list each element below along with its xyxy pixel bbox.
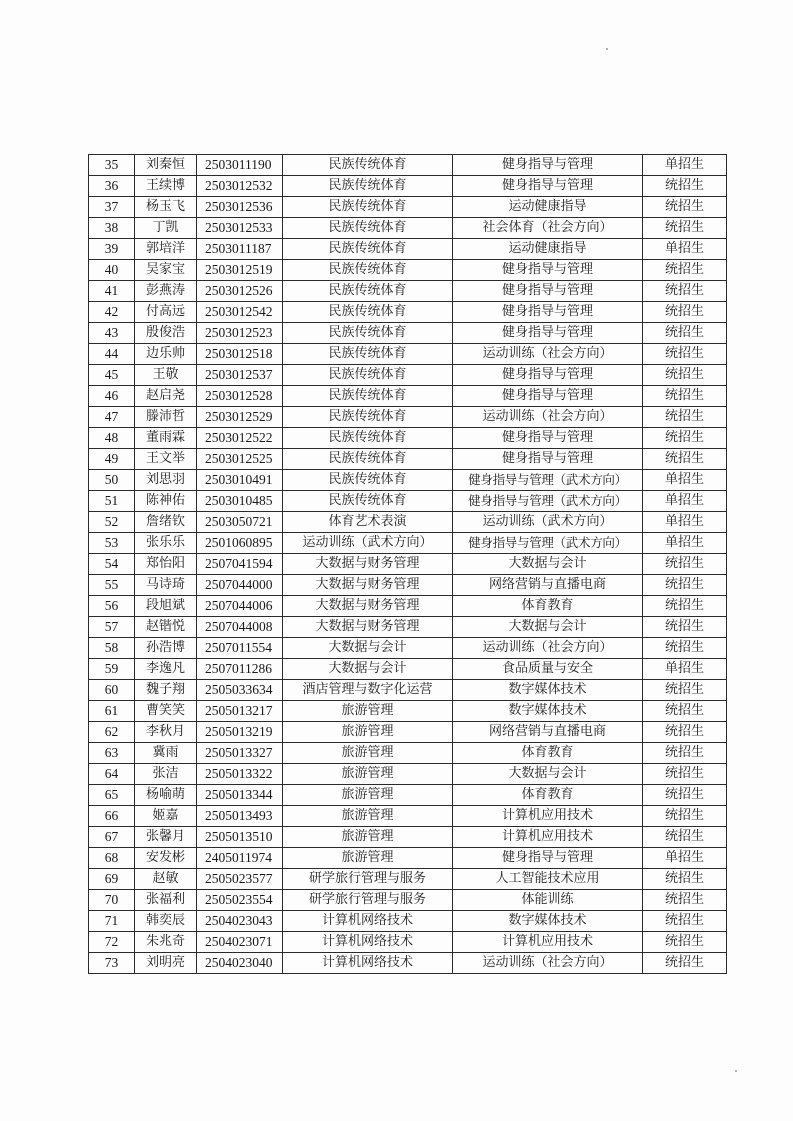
- student-id: 2503012519: [197, 260, 283, 281]
- admission-type: 统招生: [643, 806, 727, 827]
- student-id: 2503010485: [197, 491, 283, 512]
- new-major: 健身指导与管理（武术方向）: [453, 533, 643, 554]
- new-major: 运动训练（武术方向）: [453, 512, 643, 533]
- student-id: 2505023554: [197, 890, 283, 911]
- student-name: 边乐帅: [135, 344, 197, 365]
- new-major: 运动训练（社会方向）: [453, 344, 643, 365]
- row-number: 48: [89, 428, 135, 449]
- admission-type: 统招生: [643, 260, 727, 281]
- original-major: 大数据与财务管理: [283, 575, 453, 596]
- student-name: 孙浩博: [135, 638, 197, 659]
- admission-type: 统招生: [643, 554, 727, 575]
- admission-type: 统招生: [643, 680, 727, 701]
- row-number: 59: [89, 659, 135, 680]
- table-row: [89, 155, 727, 176]
- admission-type: 统招生: [643, 743, 727, 764]
- row-number: 44: [89, 344, 135, 365]
- student-id: 2501060895: [197, 533, 283, 554]
- student-name: 丁凯: [135, 218, 197, 239]
- admission-type: 单招生: [643, 659, 727, 680]
- original-major: 运动训练（武术方向）: [283, 533, 453, 554]
- new-major: 人工智能技术应用: [453, 869, 643, 890]
- new-major: 数字媒体技术: [453, 911, 643, 932]
- student-id: 2505013217: [197, 701, 283, 722]
- student-name: 刘思羽: [135, 470, 197, 491]
- row-number: 49: [89, 449, 135, 470]
- original-major: 大数据与财务管理: [283, 617, 453, 638]
- new-major: 大数据与会计: [453, 554, 643, 575]
- new-major: 大数据与会计: [453, 764, 643, 785]
- original-major: 大数据与会计: [283, 638, 453, 659]
- scan-speck: [606, 48, 608, 50]
- new-major: 体能训练: [453, 890, 643, 911]
- student-id: 2505033634: [197, 680, 283, 701]
- admission-type: 统招生: [643, 575, 727, 596]
- admission-type: 统招生: [643, 323, 727, 344]
- original-major: 大数据与财务管理: [283, 554, 453, 575]
- admission-type: 统招生: [643, 281, 727, 302]
- table-row: [89, 176, 727, 197]
- new-major: 体育教育: [453, 743, 643, 764]
- student-id: 2503012536: [197, 197, 283, 218]
- admission-type: 统招生: [643, 932, 727, 953]
- row-number: 63: [89, 743, 135, 764]
- student-transfer-table: [88, 154, 727, 974]
- student-id: 2505013219: [197, 722, 283, 743]
- original-major: 旅游管理: [283, 785, 453, 806]
- row-number: 57: [89, 617, 135, 638]
- new-major: 健身指导与管理: [453, 848, 643, 869]
- row-number: 39: [89, 239, 135, 260]
- new-major: 数字媒体技术: [453, 701, 643, 722]
- row-number: 55: [89, 575, 135, 596]
- new-major: 健身指导与管理: [453, 176, 643, 197]
- student-id: 2503012529: [197, 407, 283, 428]
- table-row: [89, 218, 727, 239]
- student-id: 2503012542: [197, 302, 283, 323]
- row-number: 45: [89, 365, 135, 386]
- admission-type: 单招生: [643, 155, 727, 176]
- row-number: 66: [89, 806, 135, 827]
- new-major: 运动健康指导: [453, 239, 643, 260]
- student-id: 2503012518: [197, 344, 283, 365]
- admission-type: 单招生: [643, 470, 727, 491]
- original-major: 民族传统体育: [283, 365, 453, 386]
- table-row: [89, 344, 727, 365]
- new-major: 运动健康指导: [453, 197, 643, 218]
- table-row: [89, 575, 727, 596]
- original-major: 民族传统体育: [283, 491, 453, 512]
- table-row: [89, 491, 727, 512]
- row-number: 51: [89, 491, 135, 512]
- original-major: 大数据与会计: [283, 659, 453, 680]
- admission-type: 统招生: [643, 176, 727, 197]
- new-major: 数字媒体技术: [453, 680, 643, 701]
- original-major: 大数据与财务管理: [283, 596, 453, 617]
- row-number: 38: [89, 218, 135, 239]
- row-number: 35: [89, 155, 135, 176]
- student-id: 2505013327: [197, 743, 283, 764]
- new-major: 健身指导与管理: [453, 281, 643, 302]
- student-id: 2507044006: [197, 596, 283, 617]
- original-major: 旅游管理: [283, 743, 453, 764]
- student-name: 安发彬: [135, 848, 197, 869]
- table-row: [89, 680, 727, 701]
- student-id: 2507041594: [197, 554, 283, 575]
- new-major: 健身指导与管理: [453, 260, 643, 281]
- row-number: 58: [89, 638, 135, 659]
- admission-type: 统招生: [643, 869, 727, 890]
- student-name: 曹笑笑: [135, 701, 197, 722]
- table-row: [89, 743, 727, 764]
- student-id: 2504023043: [197, 911, 283, 932]
- new-major: 计算机应用技术: [453, 806, 643, 827]
- table-row: [89, 953, 727, 974]
- new-major: 体育教育: [453, 596, 643, 617]
- table-row: [89, 512, 727, 533]
- student-name: 朱兆奇: [135, 932, 197, 953]
- row-number: 67: [89, 827, 135, 848]
- new-major: 健身指导与管理: [453, 386, 643, 407]
- student-name: 陈神佑: [135, 491, 197, 512]
- new-major: 网络营销与直播电商: [453, 722, 643, 743]
- student-name: 赵启尧: [135, 386, 197, 407]
- student-name: 郑怡阳: [135, 554, 197, 575]
- student-name: 刘明亮: [135, 953, 197, 974]
- student-id: 2507011286: [197, 659, 283, 680]
- admission-type: 统招生: [643, 701, 727, 722]
- student-id: 2505013493: [197, 806, 283, 827]
- student-name: 张洁: [135, 764, 197, 785]
- student-id: 2505013344: [197, 785, 283, 806]
- row-number: 43: [89, 323, 135, 344]
- original-major: 旅游管理: [283, 701, 453, 722]
- student-id: 2507044000: [197, 575, 283, 596]
- new-major: 网络营销与直播电商: [453, 575, 643, 596]
- admission-type: 单招生: [643, 533, 727, 554]
- row-number: 73: [89, 953, 135, 974]
- admission-type: 统招生: [643, 638, 727, 659]
- student-id: 2504023040: [197, 953, 283, 974]
- row-number: 52: [89, 512, 135, 533]
- scan-speck: [735, 1070, 737, 1072]
- table-row: [89, 596, 727, 617]
- row-number: 60: [89, 680, 135, 701]
- table-row: [89, 386, 727, 407]
- table-row: [89, 554, 727, 575]
- table-row: [89, 239, 727, 260]
- admission-type: 统招生: [643, 827, 727, 848]
- student-id: 2405011974: [197, 848, 283, 869]
- student-id: 2503012532: [197, 176, 283, 197]
- table-row: [89, 827, 727, 848]
- admission-type: 单招生: [643, 491, 727, 512]
- original-major: 民族传统体育: [283, 344, 453, 365]
- row-number: 56: [89, 596, 135, 617]
- row-number: 72: [89, 932, 135, 953]
- row-number: 41: [89, 281, 135, 302]
- student-name: 付高远: [135, 302, 197, 323]
- original-major: 旅游管理: [283, 848, 453, 869]
- table-row: [89, 449, 727, 470]
- new-major: 计算机应用技术: [453, 827, 643, 848]
- row-number: 70: [89, 890, 135, 911]
- student-name: 赵敏: [135, 869, 197, 890]
- student-name: 杨玉飞: [135, 197, 197, 218]
- original-major: 民族传统体育: [283, 260, 453, 281]
- student-name: 王续博: [135, 176, 197, 197]
- new-major: 计算机应用技术: [453, 932, 643, 953]
- admission-type: 统招生: [643, 302, 727, 323]
- table-row: [89, 701, 727, 722]
- admission-type: 统招生: [643, 596, 727, 617]
- new-major: 大数据与会计: [453, 617, 643, 638]
- student-name: 张福利: [135, 890, 197, 911]
- admission-type: 统招生: [643, 449, 727, 470]
- table-row: [89, 638, 727, 659]
- row-number: 64: [89, 764, 135, 785]
- table-row: [89, 533, 727, 554]
- table-row: [89, 470, 727, 491]
- student-name: 郭培洋: [135, 239, 197, 260]
- table-row: [89, 323, 727, 344]
- original-major: 民族传统体育: [283, 218, 453, 239]
- student-name: 姬嘉: [135, 806, 197, 827]
- original-major: 旅游管理: [283, 764, 453, 785]
- admission-type: 统招生: [643, 764, 727, 785]
- row-number: 65: [89, 785, 135, 806]
- table-row: [89, 806, 727, 827]
- row-number: 53: [89, 533, 135, 554]
- student-id: 2504023071: [197, 932, 283, 953]
- table-row: [89, 407, 727, 428]
- student-id: 2505013322: [197, 764, 283, 785]
- student-name: 赵锴悦: [135, 617, 197, 638]
- student-id: 2505013510: [197, 827, 283, 848]
- row-number: 54: [89, 554, 135, 575]
- admission-type: 统招生: [643, 344, 727, 365]
- new-major: 健身指导与管理: [453, 365, 643, 386]
- original-major: 民族传统体育: [283, 239, 453, 260]
- student-name: 殷俊浩: [135, 323, 197, 344]
- student-name: 吴家宝: [135, 260, 197, 281]
- row-number: 69: [89, 869, 135, 890]
- table-row: [89, 197, 727, 218]
- student-id: 2503010491: [197, 470, 283, 491]
- original-major: 民族传统体育: [283, 302, 453, 323]
- admission-type: 统招生: [643, 617, 727, 638]
- original-major: 计算机网络技术: [283, 932, 453, 953]
- new-major: 运动训练（社会方向）: [453, 407, 643, 428]
- original-major: 民族传统体育: [283, 176, 453, 197]
- student-id: 2503012525: [197, 449, 283, 470]
- original-major: 民族传统体育: [283, 155, 453, 176]
- table-row: [89, 428, 727, 449]
- new-major: 健身指导与管理: [453, 428, 643, 449]
- admission-type: 统招生: [643, 722, 727, 743]
- admission-type: 统招生: [643, 911, 727, 932]
- table-row: [89, 911, 727, 932]
- row-number: 37: [89, 197, 135, 218]
- table-row: [89, 281, 727, 302]
- student-id: 2503012533: [197, 218, 283, 239]
- student-name: 王文举: [135, 449, 197, 470]
- original-major: 旅游管理: [283, 722, 453, 743]
- student-name: 王敬: [135, 365, 197, 386]
- row-number: 68: [89, 848, 135, 869]
- table-row: [89, 260, 727, 281]
- original-major: 民族传统体育: [283, 386, 453, 407]
- table-row: [89, 932, 727, 953]
- original-major: 民族传统体育: [283, 281, 453, 302]
- row-number: 36: [89, 176, 135, 197]
- admission-type: 单招生: [643, 239, 727, 260]
- original-major: 民族传统体育: [283, 449, 453, 470]
- admission-type: 统招生: [643, 365, 727, 386]
- admission-type: 单招生: [643, 512, 727, 533]
- student-id: 2503012526: [197, 281, 283, 302]
- admission-type: 统招生: [643, 407, 727, 428]
- student-name: 冀雨: [135, 743, 197, 764]
- student-id: 2503011190: [197, 155, 283, 176]
- table-row: [89, 365, 727, 386]
- original-major: 民族传统体育: [283, 407, 453, 428]
- admission-type: 统招生: [643, 890, 727, 911]
- student-name: 张乐乐: [135, 533, 197, 554]
- original-major: 研学旅行管理与服务: [283, 869, 453, 890]
- student-id: 2503012523: [197, 323, 283, 344]
- admission-type: 统招生: [643, 785, 727, 806]
- row-number: 40: [89, 260, 135, 281]
- student-name: 张馨月: [135, 827, 197, 848]
- table-row: [89, 869, 727, 890]
- student-name: 魏子翔: [135, 680, 197, 701]
- row-number: 50: [89, 470, 135, 491]
- student-id: 2503012522: [197, 428, 283, 449]
- table-row: [89, 890, 727, 911]
- row-number: 46: [89, 386, 135, 407]
- new-major: 健身指导与管理: [453, 323, 643, 344]
- student-id: 2503012528: [197, 386, 283, 407]
- student-name: 詹绪钦: [135, 512, 197, 533]
- student-id: 2505023577: [197, 869, 283, 890]
- admission-type: 统招生: [643, 386, 727, 407]
- original-major: 民族传统体育: [283, 197, 453, 218]
- original-major: 研学旅行管理与服务: [283, 890, 453, 911]
- table-row: [89, 617, 727, 638]
- original-major: 体育艺术表演: [283, 512, 453, 533]
- student-name: 董雨霖: [135, 428, 197, 449]
- row-number: 47: [89, 407, 135, 428]
- student-name: 杨喻萌: [135, 785, 197, 806]
- student-name: 李逸凡: [135, 659, 197, 680]
- table-row: [89, 764, 727, 785]
- admission-type: 统招生: [643, 428, 727, 449]
- student-id: 2507011554: [197, 638, 283, 659]
- admission-type: 统招生: [643, 218, 727, 239]
- row-number: 42: [89, 302, 135, 323]
- table-row: [89, 302, 727, 323]
- student-id: 2503050721: [197, 512, 283, 533]
- table-row: [89, 785, 727, 806]
- new-major: 体育教育: [453, 785, 643, 806]
- student-id: 2503011187: [197, 239, 283, 260]
- admission-type: 统招生: [643, 953, 727, 974]
- original-major: 民族传统体育: [283, 428, 453, 449]
- row-number: 71: [89, 911, 135, 932]
- new-major: 食品质量与安全: [453, 659, 643, 680]
- row-number: 62: [89, 722, 135, 743]
- table-row: [89, 848, 727, 869]
- student-name: 滕沛哲: [135, 407, 197, 428]
- new-major: 运动训练（社会方向）: [453, 638, 643, 659]
- student-name: 彭燕涛: [135, 281, 197, 302]
- student-id: 2507044008: [197, 617, 283, 638]
- original-major: 计算机网络技术: [283, 911, 453, 932]
- new-major: 健身指导与管理: [453, 449, 643, 470]
- table-row: [89, 659, 727, 680]
- new-major: 健身指导与管理（武术方向）: [453, 491, 643, 512]
- student-name: 马诗琦: [135, 575, 197, 596]
- student-id: 2503012537: [197, 365, 283, 386]
- row-number: 61: [89, 701, 135, 722]
- original-major: 计算机网络技术: [283, 953, 453, 974]
- new-major: 健身指导与管理: [453, 302, 643, 323]
- admission-type: 统招生: [643, 197, 727, 218]
- original-major: 民族传统体育: [283, 470, 453, 491]
- new-major: 健身指导与管理: [453, 155, 643, 176]
- student-name: 韩奕辰: [135, 911, 197, 932]
- original-major: 酒店管理与数字化运营: [283, 680, 453, 701]
- student-name: 李秋月: [135, 722, 197, 743]
- new-major: 社会体育（社会方向）: [453, 218, 643, 239]
- original-major: 旅游管理: [283, 806, 453, 827]
- table-body: [89, 155, 727, 974]
- admission-type: 单招生: [643, 848, 727, 869]
- original-major: 旅游管理: [283, 827, 453, 848]
- new-major: 健身指导与管理（武术方向）: [453, 470, 643, 491]
- student-name: 刘秦恒: [135, 155, 197, 176]
- student-name: 段旭斌: [135, 596, 197, 617]
- new-major: 运动训练（社会方向）: [453, 953, 643, 974]
- original-major: 民族传统体育: [283, 323, 453, 344]
- table-row: [89, 722, 727, 743]
